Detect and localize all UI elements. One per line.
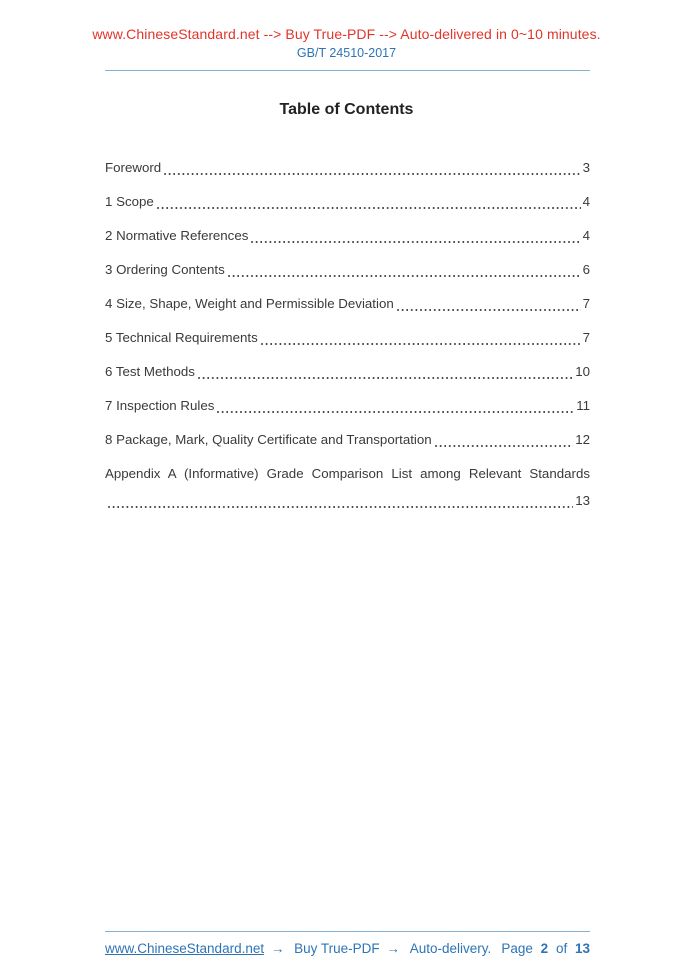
dot-leader — [228, 262, 581, 280]
page-indicator — [497, 941, 590, 956]
toc-entry-page: 6 — [582, 262, 590, 277]
toc-entry-page: 7 — [582, 296, 590, 311]
toc-entry-appendix-page-line — [105, 493, 590, 511]
toc-entry-page: 11 — [576, 398, 590, 413]
toc-entry-ordering-contents — [105, 262, 590, 280]
toc-entry-appendix-label: Appendix A (Informative) Grade Comparison List among Relevant Standards — [105, 466, 590, 481]
table-of-contents — [105, 160, 590, 511]
total-page-number: 13 — [574, 941, 590, 956]
toc-entry-label: 1 Scope — [105, 194, 154, 209]
current-page-number: 2 — [540, 941, 549, 956]
toc-entry-test-methods — [105, 364, 590, 382]
toc-entry-label: 7 Inspection Rules — [105, 398, 215, 413]
toc-entry-technical-requirements — [105, 330, 590, 348]
dot-leader — [261, 330, 581, 348]
footer-promo — [105, 941, 491, 956]
toc-entry-label: 5 Technical Requirements — [105, 330, 258, 345]
page-word: Page — [501, 941, 533, 956]
dot-leader — [198, 364, 573, 382]
toc-entry-package-mark — [105, 432, 590, 450]
of-word: of — [555, 941, 568, 956]
toc-entry-label: 6 Test Methods — [105, 364, 195, 379]
footer-delivery-text: Auto-delivery. — [409, 941, 492, 956]
document-page — [0, 26, 693, 980]
arrow-right-icon: → — [270, 941, 285, 956]
toc-entry-normative-references — [105, 228, 590, 246]
toc-entry-page: 4 — [582, 194, 590, 209]
toc-entry-scope — [105, 194, 590, 212]
arrow-right-icon: → — [386, 941, 400, 956]
toc-entry-label: 4 Size, Shape, Weight and Permissible Deviation — [105, 296, 394, 311]
header-rule — [105, 70, 590, 71]
dot-leader — [164, 160, 580, 178]
dot-leader — [397, 296, 581, 314]
toc-entry-label: 3 Ordering Contents — [105, 262, 225, 277]
page-footer — [105, 931, 590, 956]
toc-entry-page: 12 — [575, 432, 590, 447]
page-title: Table of Contents — [279, 101, 414, 118]
toc-entry-page: 10 — [575, 364, 590, 379]
toc-entry-page: 4 — [582, 228, 590, 243]
footer-site-link[interactable]: www.ChineseStandard.net — [105, 941, 265, 956]
toc-entry-page: 3 — [582, 160, 590, 175]
dot-leader — [157, 194, 581, 212]
dot-leader — [217, 398, 574, 416]
toc-entry-inspection-rules — [105, 398, 590, 416]
toc-entry-page: 13 — [575, 493, 590, 508]
standard-code: GB/T 24510-2017 — [296, 46, 397, 60]
dot-leader — [108, 493, 573, 511]
toc-entry-label: 8 Package, Mark, Quality Certificate and Transportation — [105, 432, 432, 447]
toc-entry-label: 2 Normative References — [105, 228, 249, 243]
header-banner: www.ChineseStandard.net --> Buy True-PDF --> Auto-delivered in 0~10 minutes. — [92, 26, 601, 42]
dot-leader — [435, 432, 574, 450]
dot-leader — [251, 228, 580, 246]
toc-entry-page: 7 — [582, 330, 590, 345]
toc-entry-foreword — [105, 160, 590, 178]
toc-entry-size-shape-weight — [105, 296, 590, 314]
toc-entry-label: Foreword — [105, 160, 162, 175]
footer-buy-text: Buy True-PDF — [294, 941, 380, 956]
